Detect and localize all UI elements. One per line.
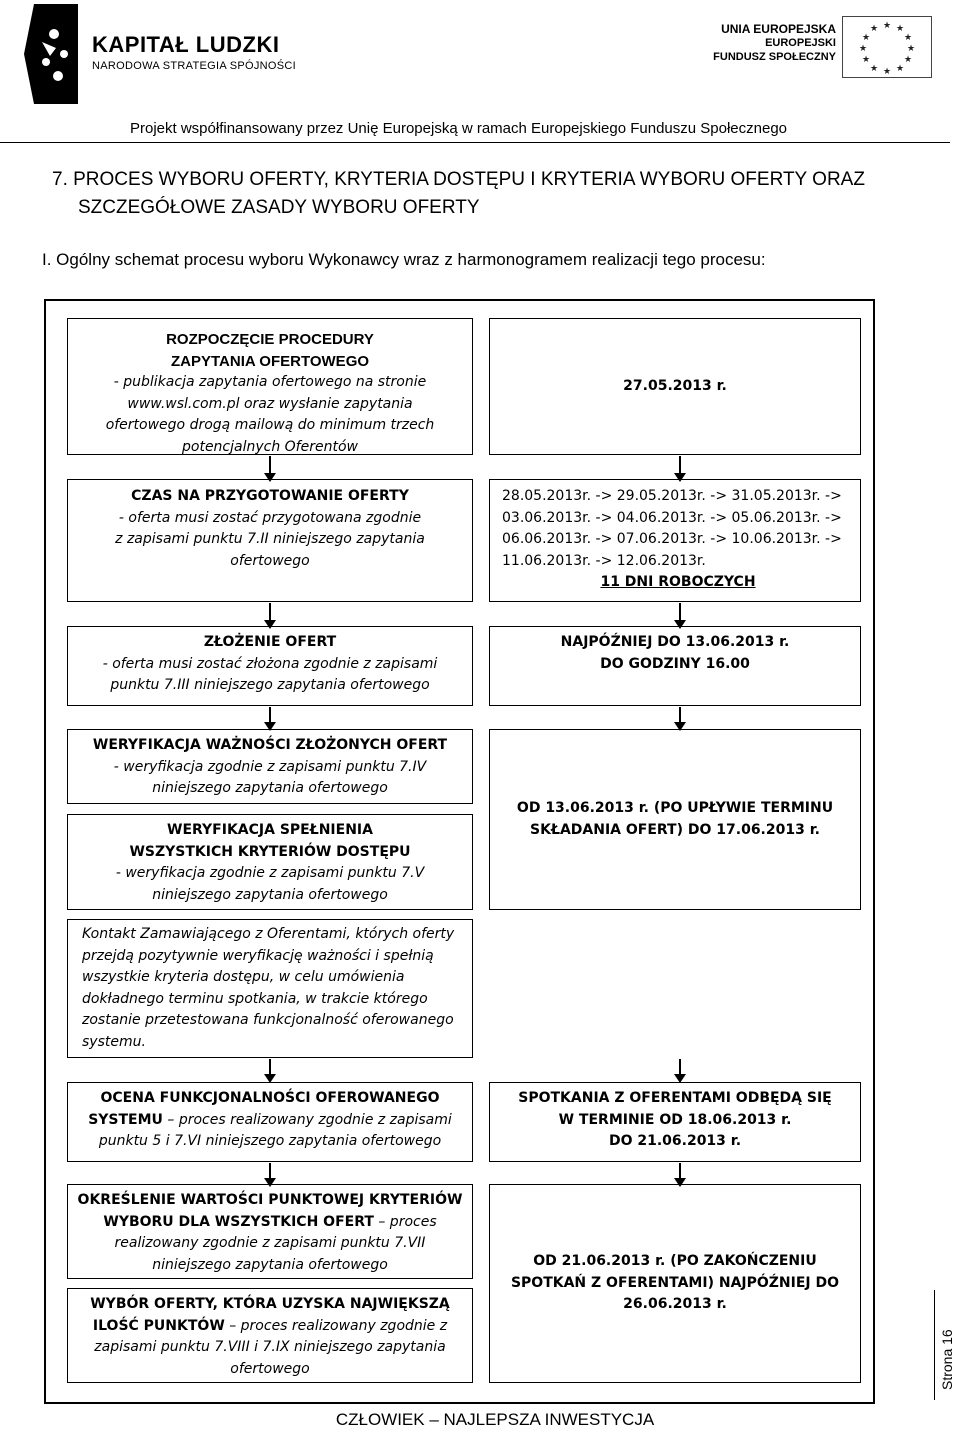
- arrow-down-icon: [269, 456, 271, 474]
- date-meetings-line1: SPOTKANIA Z OFERENTAMI ODBĘDĄ SIĘ: [518, 1090, 832, 1106]
- step-functionality-body: – proces realizowany zgodnie z zapisami punktu 5 i 7.VI niniejszego zapytania ofertowego: [98, 1111, 452, 1149]
- eu-text-line3: FUNDUSZ SPOŁECZNY: [713, 51, 836, 63]
- step-scoring-body: – proces realizowany zgodnie z zapisami punktu 7.VII niniejszego zapytania ofertowego: [114, 1213, 437, 1273]
- date-verification: OD 13.06.2013 r. (PO UPŁYWIE TERMINU SKŁADANIA OFERT) DO 17.06.2013 r.: [489, 729, 861, 910]
- arrow-down-icon: [269, 603, 271, 621]
- step-selection-body: – proces realizowany zgodnie z zapisami punktu 7.VIII i 7.IX niniejszego zapytania ofertowego: [94, 1317, 448, 1377]
- kapital-ludzki-logo: [6, 4, 306, 100]
- svg-text:★: ★: [869, 63, 879, 73]
- section-heading-line2: SZCZEGÓŁOWE ZASADY WYBORU OFERTY: [78, 197, 480, 218]
- svg-text:★: ★: [882, 66, 892, 76]
- eu-flag-icon: [842, 16, 932, 78]
- arrow-down-icon: [679, 603, 681, 621]
- step-offer-selection: [67, 1288, 473, 1383]
- step-functionality-assessment: [67, 1082, 473, 1162]
- date-meetings-line3: DO 21.06.2013 r.: [608, 1133, 742, 1149]
- step-preparation-body: - oferta musi zostać przygotowana zgodnie z zapisami punktu 7.II niniejszego zapytania ofertowego: [115, 509, 425, 569]
- svg-text:★: ★: [906, 43, 916, 53]
- svg-text:★: ★: [895, 23, 905, 33]
- date-preparation-time: [489, 479, 861, 602]
- date-preparation-days: 11 DNI ROBOCZYCH: [600, 574, 756, 590]
- arrow-down-icon: [269, 707, 271, 723]
- step-preparation-time: [67, 479, 473, 602]
- svg-text:★: ★: [895, 63, 905, 73]
- date-selection: OD 21.06.2013 r. (PO ZAKOŃCZENIU SPOTKAŃ Z OFERENTAMI) NAJPÓŹNIEJ DO 26.06.2013 r.: [489, 1184, 861, 1383]
- step-scoring-title: OKREŚLENIE WARTOŚCI PUNKTOWEJ KRYTERIÓW WYBORU DLA WSZYSTKICH OFERT: [77, 1192, 463, 1230]
- svg-text:★: ★: [882, 20, 892, 30]
- page-number: Strona 16: [939, 1329, 955, 1390]
- step-access-body: - weryfikacja zgodnie z zapisami punktu 7.V niniejszego zapytania ofertowego: [115, 865, 425, 903]
- arrow-down-icon: [269, 1059, 271, 1075]
- date-start-procedure: 27.05.2013 r.: [489, 318, 861, 455]
- date-submission-hour: DO GODZINY 16.00: [600, 655, 750, 672]
- arrow-down-icon: [269, 1163, 271, 1179]
- step-contact-offerors: Kontakt Zamawiającego z Oferentami, których oferty przejdą pozytywnie weryfikację ważności i spełnią wszystkie kryteria dostępu, w celu umówienia dokładnego terminu spotkania, w trakcie którego zostanie przetestowana funkcjonalność oferowanego systemu.: [67, 919, 473, 1058]
- footer-slogan: CZŁOWIEK – NAJLEPSZA INWESTYCJA: [335, 1410, 655, 1429]
- arrow-down-icon: [679, 707, 681, 723]
- svg-text:★: ★: [869, 23, 879, 33]
- date-preparation-list: 28.05.2013r. -> 29.05.2013r. -> 31.05.2013r. -> 03.06.2013r. -> 04.06.2013r. -> 05.06.2013r. -> 06.06.2013r. -> 07.06.2013r. -> 10.06.2013r. -> 11.06.2013r. -> 12.06.2013r.: [502, 488, 842, 569]
- step-submission-title: ZŁOŻENIE OFERT: [203, 634, 337, 650]
- eu-text-line1: UNIA EUROPEJSKA: [721, 22, 836, 36]
- project-cofinancing-line: Projekt współfinansowany przez Unię Europejską w ramach Europejskiego Funduszu Społecznego: [130, 120, 788, 137]
- step-selection-title: WYBÓR OFERTY, KTÓRA UZYSKA NAJWIĘKSZĄ ILOŚĆ PUNKTÓW: [90, 1296, 450, 1334]
- svg-text:★: ★: [903, 54, 913, 64]
- arrow-down-icon: [679, 1163, 681, 1179]
- svg-text:★: ★: [858, 43, 868, 53]
- date-meetings: [489, 1082, 861, 1162]
- section-heading: [52, 166, 932, 222]
- step-start-procedure: [67, 318, 473, 455]
- eu-text-line2: EUROPEJSKI: [765, 37, 836, 49]
- step-submission: [67, 626, 473, 706]
- step-start-body: - publikacja zapytania ofertowego na stronie www.wsl.com.pl oraz wysłanie zapytania ofertowego drogą mailową do minimum trzech potencjalnych Oferentów: [105, 374, 435, 455]
- step-preparation-title: CZAS NA PRZYGOTOWANIE OFERTY: [131, 488, 409, 504]
- eu-logo-text: [706, 22, 836, 64]
- step-validity-check: [67, 729, 473, 804]
- section-subheading: I. Ogólny schemat procesu wyboru Wykonawcy wraz z harmonogramem realizacji tego procesu:: [42, 250, 766, 269]
- kapital-ludzki-emblem-icon: [24, 4, 78, 104]
- step-validity-title: WERYFIKACJA WAŻNOŚCI ZŁOŻONYCH OFERT: [92, 737, 448, 753]
- step-access-title: WERYFIKACJA SPEŁNIENIA WSZYSTKICH KRYTERIÓW DOSTĘPU: [129, 822, 411, 860]
- step-start-title: ROZPOCZĘCIE PROCEDURY ZAPYTANIA OFERTOWEGO: [166, 331, 374, 370]
- page-number-area: [934, 1290, 960, 1400]
- arrow-down-icon: [679, 456, 681, 474]
- left-logo-subtitle: NARODOWA STRATEGIA SPÓJNOŚCI: [92, 60, 296, 72]
- arrow-down-icon: [679, 1059, 681, 1075]
- svg-text:★: ★: [903, 32, 913, 42]
- svg-text:★: ★: [861, 54, 871, 64]
- step-submission-body: - oferta musi zostać złożona zgodnie z zapisami punktu 7.III niniejszego zapytania ofertowego: [102, 655, 438, 693]
- left-logo-title: KAPITAŁ LUDZKI: [92, 32, 280, 57]
- date-submission: [489, 626, 861, 706]
- step-criteria-scoring: [67, 1184, 473, 1279]
- header-divider: [0, 142, 950, 143]
- section-heading-line1: 7. PROCES WYBORU OFERTY, KRYTERIA DOSTĘPU I KRYTERIA WYBORU OFERTY ORAZ: [52, 169, 865, 190]
- svg-text:★: ★: [861, 32, 871, 42]
- date-meetings-line2: W TERMINIE OD 18.06.2013 r.: [558, 1111, 792, 1128]
- step-validity-body: - weryfikacja zgodnie z zapisami punktu 7.IV niniejszego zapytania ofertowego: [113, 758, 427, 796]
- step-functionality-title: OCENA FUNKCJONALNOŚCI OFEROWANEGO SYSTEMU: [88, 1090, 440, 1128]
- step-access-criteria-check: [67, 814, 473, 910]
- date-submission-deadline: NAJPÓŹNIEJ DO 13.06.2013 r.: [560, 634, 790, 650]
